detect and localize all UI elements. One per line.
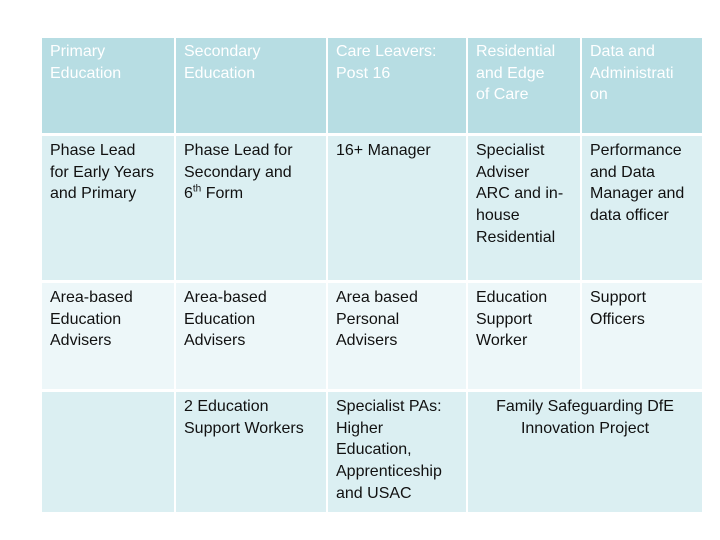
cell-specialist-pas: Specialist PAs: Higher Education, Apprenticeship and USAC [328,392,466,512]
header-secondary-education: Secondary Education [176,38,326,133]
ordinal-number: 6 [184,185,193,203]
cell-text-line: Phase Lead for [184,142,293,159]
header-residential-edge-of-care: Residential and Edge of Care [468,38,580,133]
header-data-administration: Data and Administrati on [582,38,702,133]
cell-education-support-workers: 2 Education Support Workers [176,392,326,512]
cell-education-support-worker: Education Support Worker [468,283,580,389]
team-structure-table [42,38,702,512]
cell-16-plus-manager: 16+ Manager [328,136,466,280]
cell-specialist-adviser: Specialist Adviser ARC and in- house Residential [468,136,580,280]
header-care-leavers: Care Leavers: Post 16 [328,38,466,133]
cell-support-officers: Support Officers [582,283,702,389]
cell-text-line [184,183,318,205]
cell-area-based-education-advisers-secondary: Area-based Education Advisers [176,283,326,389]
ordinal-suffix: th [192,184,202,196]
cell-area-based-personal-advisers: Area based Personal Advisers [328,283,466,389]
cell-text: Form [201,185,244,203]
cell-phase-lead-secondary [176,136,326,280]
cell-performance-data-manager: Performance and Data Manager and data officer [582,136,702,280]
cell-phase-lead-early-years: Phase Lead for Early Years and Primary [42,136,174,280]
cell-family-safeguarding-project: Family Safeguarding DfE Innovation Project [468,392,702,512]
cell-text-line: Secondary and [184,163,292,181]
header-primary-education: Primary Education [42,38,174,133]
cell-empty [42,392,174,512]
cell-area-based-education-advisers-primary: Area-based Education Advisers [42,283,174,389]
